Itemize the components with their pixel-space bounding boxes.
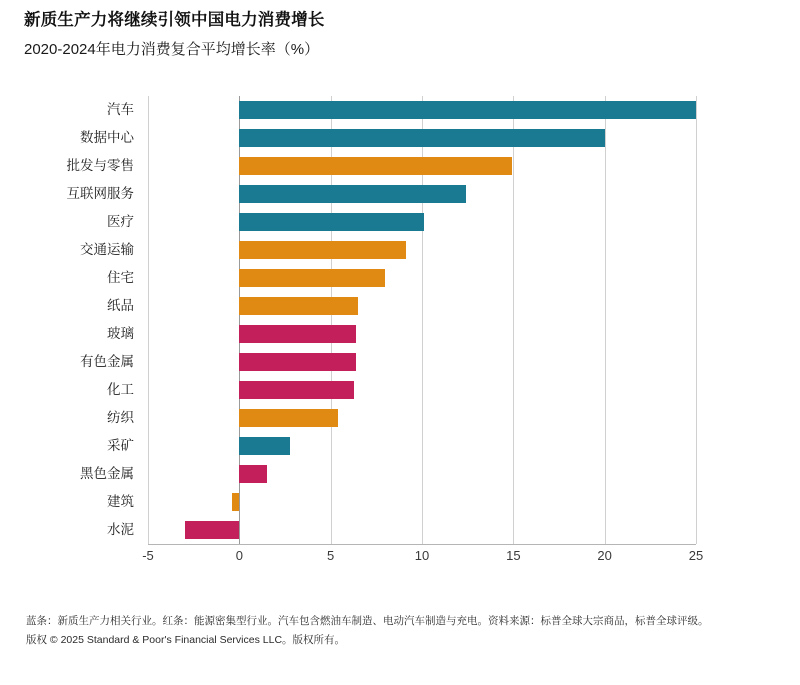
bar [239, 185, 466, 203]
bar-category-label: 化工 [107, 382, 134, 397]
bar-row [80, 124, 696, 152]
chart-subtitle: 2020-2024年电力消费复合平均增长率（%） [24, 41, 320, 58]
chart-container [24, 88, 776, 563]
bar-row [107, 320, 696, 348]
bar-category-label: 纺织 [107, 410, 134, 425]
bar-row [80, 236, 696, 264]
bar [239, 297, 358, 315]
bar-row [107, 404, 696, 432]
bar-row [66, 180, 696, 208]
bar [185, 521, 240, 539]
bar-row [107, 96, 696, 124]
bar [239, 437, 290, 455]
bar-category-label: 有色金属 [80, 354, 134, 369]
bar-row [80, 348, 696, 376]
bar-category-label: 交通运输 [80, 242, 134, 257]
x-tick-label-10: 10 [414, 548, 430, 563]
x-tick-label-20: 20 [597, 548, 612, 563]
bar [239, 101, 696, 119]
bar-category-label: 互联网服务 [66, 186, 134, 201]
bar [232, 493, 239, 511]
bar-rows [66, 96, 696, 544]
bar-row [107, 488, 696, 516]
footnotes [26, 612, 778, 651]
bar-row [80, 460, 696, 488]
x-tick-label--5: -5 [142, 548, 154, 563]
bar [239, 269, 385, 287]
bar [239, 241, 405, 259]
bar [239, 465, 266, 483]
bar-row [107, 208, 696, 236]
bar [239, 157, 511, 175]
bar-row [107, 516, 696, 544]
bar-category-label: 水泥 [107, 522, 134, 537]
x-tick-label-15: 15 [506, 548, 521, 563]
bar-row [66, 152, 696, 180]
bar [239, 409, 338, 427]
bar-row [107, 292, 696, 320]
footnote-source: 蓝条：新质生产力相关行业。红条：能源密集型行业。汽车包含燃油车制造、电动汽车制造与充电。资料来源：标普全球大宗商品，标普全球评级。 [26, 615, 709, 627]
bar [239, 381, 354, 399]
footnote-copyright: 版权 © 2025 Standard & Poor's Financial Services LLC。版权所有。 [26, 634, 346, 647]
bar-category-label: 批发与零售 [66, 158, 134, 173]
bar [239, 213, 423, 231]
x-tick-label-5: 5 [327, 548, 335, 563]
bar-row [107, 432, 696, 460]
gridline-25 [696, 96, 697, 544]
x-tick-label-25: 25 [688, 548, 704, 563]
bar-category-label: 玻璃 [107, 326, 134, 341]
x-tick-label-0: 0 [235, 548, 243, 563]
bar-category-label: 住宅 [107, 270, 134, 285]
plot-area [66, 96, 704, 563]
bar [239, 129, 604, 147]
bar-category-label: 数据中心 [80, 130, 134, 145]
bar-category-label: 建筑 [107, 494, 134, 509]
bar-category-label: 医疗 [107, 214, 134, 229]
bar-category-label: 黑色金属 [80, 466, 134, 481]
bar-category-label: 采矿 [107, 438, 134, 453]
page-title: 新质生产力将继续引领中国电力消费增长 [24, 11, 325, 29]
bar-row [107, 376, 696, 404]
bar-category-label: 纸品 [107, 298, 134, 313]
bar [239, 325, 356, 343]
bar [239, 353, 356, 371]
bar-category-label: 汽车 [107, 102, 134, 117]
bar-row [107, 264, 696, 292]
x-axis-line [148, 544, 696, 545]
